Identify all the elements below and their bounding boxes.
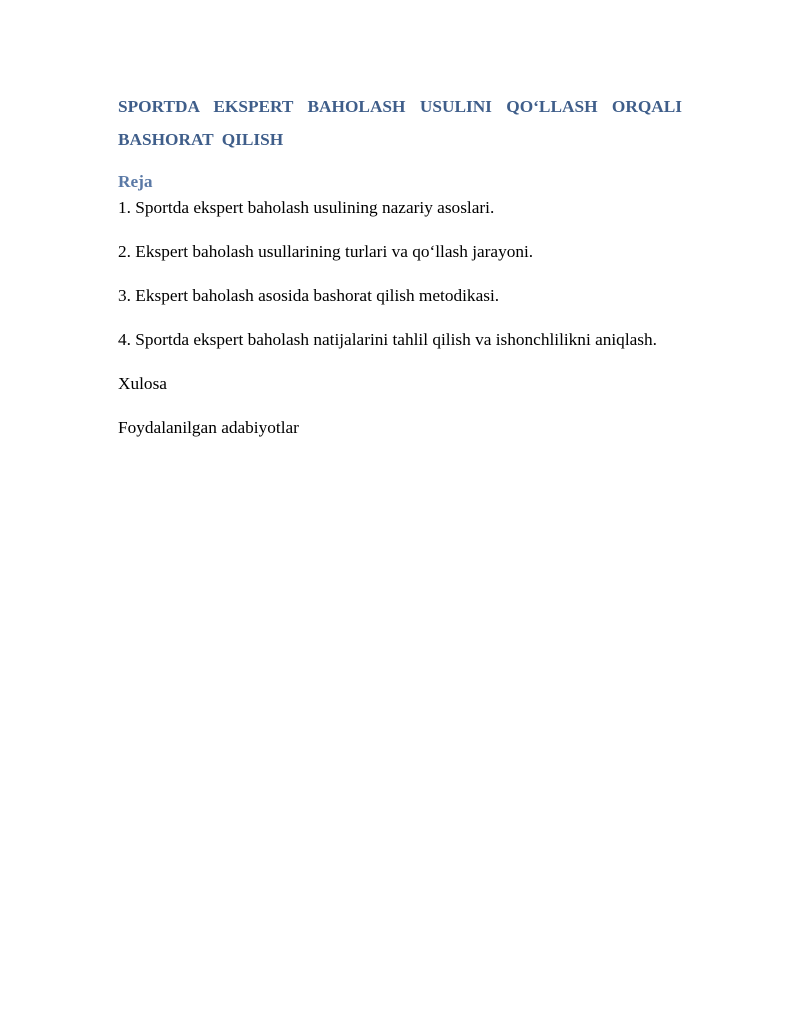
plan-heading: Reja <box>118 172 153 191</box>
references-item: Foydalanilgan adabiyotlar <box>118 418 299 437</box>
plan-list <box>118 194 682 442</box>
plan-item-3: 3. Ekspert baholash asosida bashorat qilish metodikasi. <box>118 286 500 305</box>
conclusion-item: Xulosa <box>118 374 167 393</box>
plan-item-2: 2. Ekspert baholash usullarining turlari va qo‘llash jarayoni. <box>118 242 534 261</box>
plan-item-1: 1. Sportda ekspert baholash usulining nazariy asoslari. <box>118 198 495 217</box>
plan-item-4: 4. Sportda ekspert baholash natijalarini tahlil qilish va ishonchlilikni aniqlash. <box>118 330 657 349</box>
document-title: SPORTDA EKSPERT BAHOLASH USULINI QO‘LLASH ORQALI BASHORAT QILISH <box>118 97 682 149</box>
document-page <box>118 90 682 442</box>
